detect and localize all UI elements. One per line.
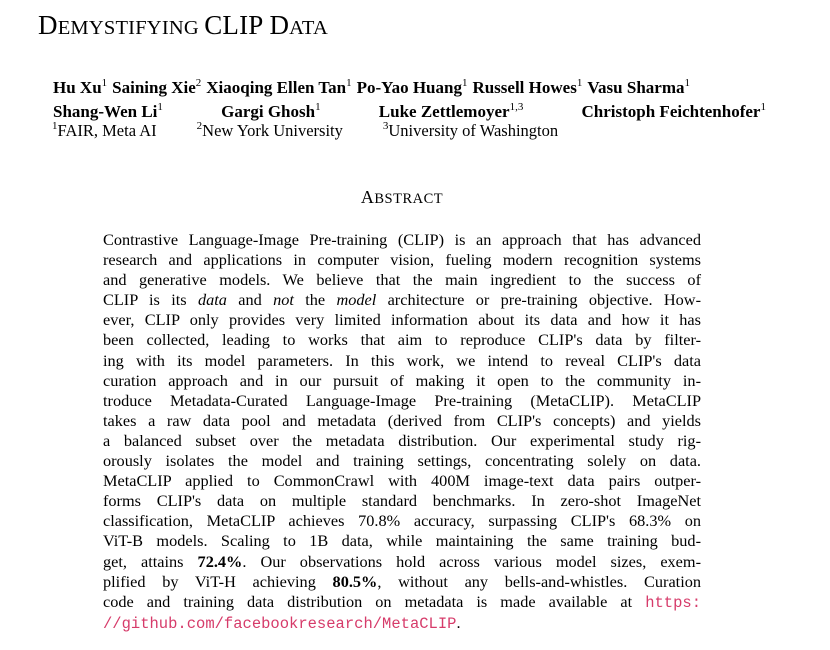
affiliation-marker: 2 xyxy=(195,77,202,89)
title-part: EMYSTIFYING xyxy=(57,17,205,39)
author-name xyxy=(112,77,201,101)
affiliation-name: University of Washington xyxy=(388,121,559,140)
abstract-line: ViT-B models. Scaling to 1B data, while maintaining the same training bud- xyxy=(103,531,701,551)
affiliation-marker: 1 xyxy=(101,77,108,89)
affiliation-name: New York University xyxy=(202,121,343,140)
affiliation-name: FAIR, Meta AI xyxy=(57,121,157,140)
abstract-line: and generative models. We believe that the main ingredient to the success of xyxy=(103,270,701,290)
abstract-line: a balanced subset over the metadata distribution. Our experimental study rig- xyxy=(103,430,701,450)
author-name-text: Gargi Ghosh xyxy=(221,102,316,121)
author-name-text: Vasu Sharma xyxy=(587,78,685,97)
author-row xyxy=(53,77,773,101)
author-name-text: Po-Yao Huang xyxy=(356,78,462,97)
affiliation xyxy=(52,121,157,140)
repo-link[interactable]: https: xyxy=(645,593,701,612)
abstract-line: been collected, leading to works that aim to reproduce CLIP's data by filter- xyxy=(103,330,701,350)
abstract-line: //github.com/facebookresearch/MetaCLIP. xyxy=(103,612,461,633)
abstract-line: Contrastive Language-Image Pre-training (CLIP) is an approach that has advanced xyxy=(103,230,701,249)
abstract-heading xyxy=(0,187,804,208)
abstract-line: forms CLIP's data on multiple standard benchmarks. In zero-shot ImageNet xyxy=(103,491,701,511)
affiliation-marker: 1 xyxy=(576,77,583,89)
author-name xyxy=(53,77,107,101)
author-name-text: Shang-Wen Li xyxy=(53,102,158,121)
affiliation-marker: 1 xyxy=(315,101,321,113)
affiliation-marker: 1 xyxy=(760,101,766,113)
abstract-line: get, attains 72.4%. Our observations hold across various model sizes, exem- xyxy=(103,551,701,571)
affiliation xyxy=(383,121,558,140)
author-name xyxy=(357,77,468,101)
paper-title xyxy=(38,10,328,41)
abstract-line: troduce Metadata-Curated Language-Image Pre-training (MetaCLIP). MetaCLIP xyxy=(103,390,701,410)
heading-part: BSTRACT xyxy=(374,191,444,207)
abstract-line: MetaCLIP applied to CommonCrawl with 400M image-text data pairs outper- xyxy=(103,471,701,491)
abstract-line: CLIP is its data and not the model architecture or pre-training objective. How- xyxy=(103,290,701,310)
author-name-text: Xiaoqing Ellen Tan xyxy=(206,78,347,97)
abstract-line: ever, CLIP only provides very limited information about its data and how it has xyxy=(103,310,701,330)
title-part: CLIP D xyxy=(204,10,290,40)
abstract-body xyxy=(103,230,701,634)
abstract-line: classification, MetaCLIP achieves 70.8% accuracy, surpassing CLIP's 68.3% on xyxy=(103,511,701,531)
affiliation-marker: 2 xyxy=(196,120,203,132)
title-part: ATA xyxy=(289,17,328,39)
affiliation xyxy=(197,121,343,140)
author-name xyxy=(587,77,690,101)
affiliation-marker: 1 xyxy=(684,77,690,89)
author-list xyxy=(53,77,773,125)
affiliation-marker: 1 xyxy=(346,77,352,89)
author-name xyxy=(472,77,582,101)
author-name-text: Christoph Feichtenhofer xyxy=(581,102,761,121)
author-name-text: Russell Howes xyxy=(472,78,577,97)
affiliation-marker: 3 xyxy=(382,120,389,132)
repo-link[interactable]: //github.com/facebookresearch/MetaCLIP xyxy=(103,614,457,633)
author-name-text: Luke Zettlemoyer xyxy=(378,102,510,121)
title-part: D xyxy=(38,10,58,40)
affiliation-marker: 1,3 xyxy=(509,101,524,113)
author-name-text: Saining Xie xyxy=(112,78,196,97)
abstract-line: ing with its model parameters. In this work, we intend to reveal CLIP's data xyxy=(103,350,701,370)
author-name xyxy=(582,101,766,125)
abstract-line: research and applications in computer vision, fueling modern recognition systems xyxy=(103,250,701,270)
author-name xyxy=(206,77,351,101)
abstract-line: plified by ViT-H achieving 80.5%, without any bells-and-whistles. Curation xyxy=(103,571,701,591)
affiliation-marker: 1 xyxy=(461,77,468,89)
abstract-line: code and training data distribution on metadata is made available at https: xyxy=(103,591,701,612)
abstract-line: takes a raw data pool and metadata (derived from CLIP's concepts) and yields xyxy=(103,410,701,430)
author-name-text: Hu Xu xyxy=(53,78,102,97)
affiliations xyxy=(52,121,598,141)
affiliation-marker: 1 xyxy=(157,101,163,113)
abstract-line: curation approach and in our pursuit of making it open to the community in- xyxy=(103,370,701,390)
abstract-line: orously isolates the model and training settings, concentrating solely on data. xyxy=(103,451,701,471)
affiliation-marker: 1 xyxy=(52,120,58,132)
heading-part: A xyxy=(360,187,375,207)
